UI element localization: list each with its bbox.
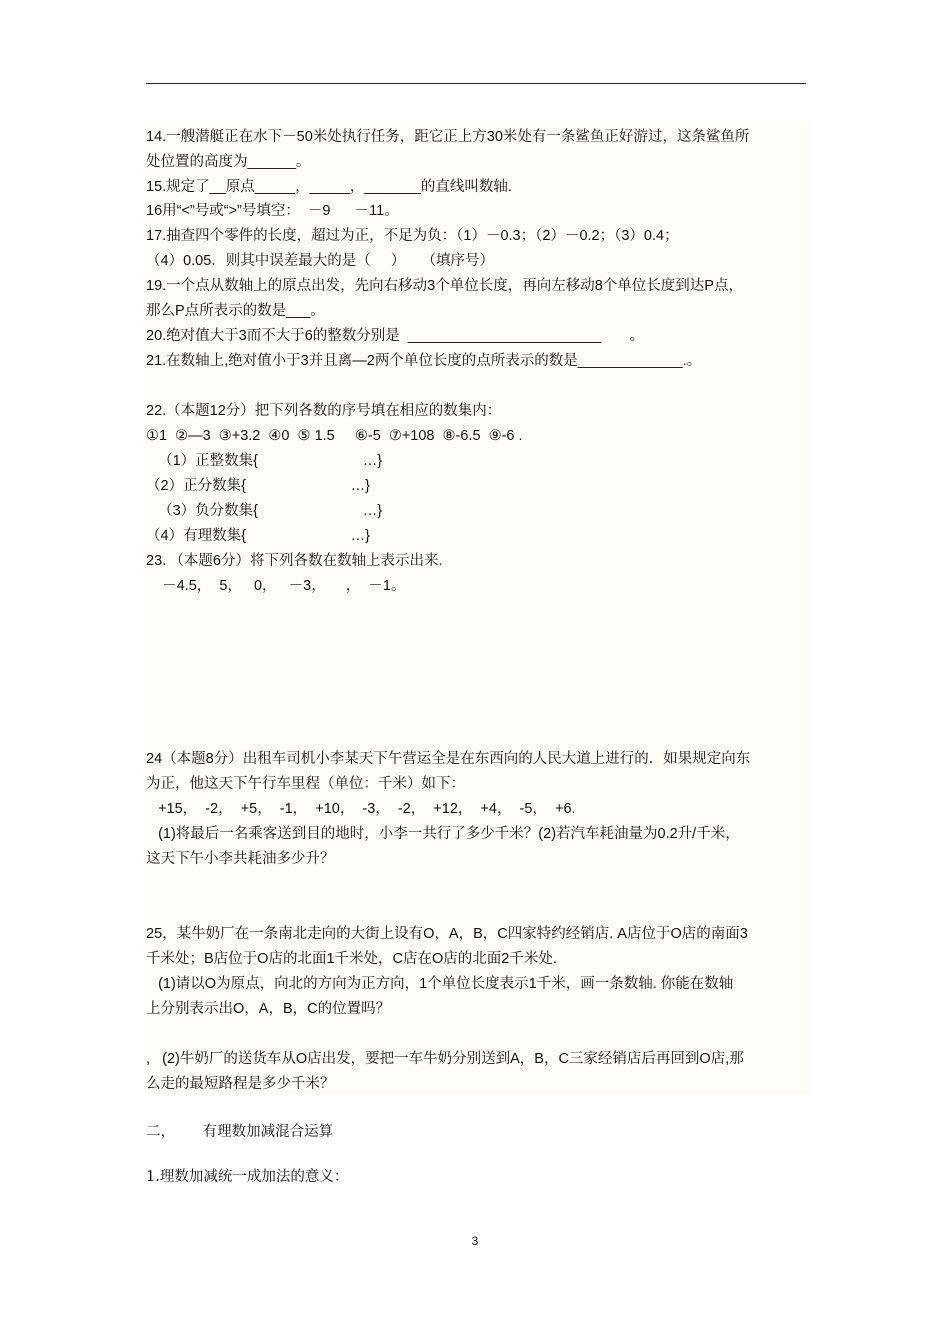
question-19-line1: 19.一个点从数轴上的原点出发，先向右移动3个单位长度，再向左移动8个单位长度到达P点， <box>146 278 743 294</box>
question-14-line1: 14.一艘潜艇正在水下－50米处执行任务，距它正上方30米处有一条鲨鱼正好游过，这条鲨鱼所 <box>146 129 750 145</box>
question-25-line2: 千米处；B店位于O店的北面1千米处，C店在O店的北面2千米处. <box>146 951 557 967</box>
question-22: 22.（本题12分）把下列各数的序号填在相应的数集内： <box>146 403 502 419</box>
set-positive-integers: （1）正整数集{ …} <box>146 453 383 469</box>
question-23-numbers: －4.5， 5， 0， －3， ， －1。 <box>146 578 406 594</box>
section-heading: 二， 有理数加减混合运算 <box>146 1124 334 1140</box>
set-positive-fractions: （2）正分数集{ …} <box>146 478 370 494</box>
question-25-line1: 25，某牛奶厂在一条南北走向的大街上设有O，A，B，C四家特约经销店. A店位于O店的南面3 <box>146 926 748 942</box>
header-rule <box>146 83 806 84</box>
question-24-mileage: +15， -2， +5， -1， +10， -3， -2， +12， +4， -5， +6. <box>146 801 576 817</box>
set-negative-fractions: （3）负分数集{ …} <box>146 503 383 519</box>
question-25-line5: , (2)牛奶厂的送货车从O店出发，要把一车牛奶分别送到A，B，C三家经销店后再回到O店,那 <box>146 1051 744 1067</box>
question-24-line2: 为正，他这天下午行车里程（单位：千米）如下： <box>146 776 465 792</box>
set-rational-numbers: （4）有理数集{ …} <box>146 528 370 544</box>
question-19-line2: 那么P点所表示的数是___。 <box>146 303 325 319</box>
question-17-line2: （4）0.05．则其中误差最大的是（ ） （填序号） <box>146 253 495 269</box>
question-16: 16用“<”号或“>”号填空： －9 －11。 <box>146 203 399 219</box>
question-24-line5: 这天下午小李共耗油多少升？ <box>146 851 335 867</box>
question-17-line1: 17.抽查四个零件的长度，超过为正，不足为负：（1）－0.3；（2）－0.2；（3）0.4； <box>146 228 679 244</box>
question-23: 23．（本题6分）将下列各数在数轴上表示出来. <box>146 553 443 569</box>
question-22-numbers: ①1 ②—3 ③+3.2 ④0 ⑤ 1.5 ⑥-5 ⑦+108 ⑧-6.5 ⑨-6 . <box>146 428 523 444</box>
section-item-1: 1.理数加减统一成加法的意义： <box>146 1169 349 1185</box>
question-14-line2: 处位置的高度为______。 <box>146 154 311 170</box>
question-25-line6: 么走的最短路程是多少千米？ <box>146 1076 335 1092</box>
question-24-line4: (1)将最后一名乘客送到目的地时，小李一共行了多少千米？(2)若汽车耗油量为0.2升/千米， <box>146 826 740 842</box>
question-24-line1: 24（本题8分）出租车司机小李某天下午营运全是在东西向的人民大道上进行的．如果规定向东 <box>146 751 751 767</box>
question-20: 20.绝对值大于3而不大于6的整数分别是 ________________________ 。 <box>146 328 645 344</box>
question-15: 15.规定了__原点_____，_____，_______的直线叫数轴. <box>146 179 512 195</box>
page-number: 3 <box>471 1234 479 1248</box>
question-25-line3: (1)请以O为原点，向北的方向为正方向，1个单位长度表示1千米，画一条数轴. 你能在数轴 <box>146 976 734 992</box>
question-21: 21.在数轴上,绝对值小于3并且离—2两个单位长度的点所表示的数是_____________.。 <box>146 353 702 369</box>
question-25-line4: 上分别表示出O，A，B，C的位置吗？ <box>146 1001 391 1017</box>
